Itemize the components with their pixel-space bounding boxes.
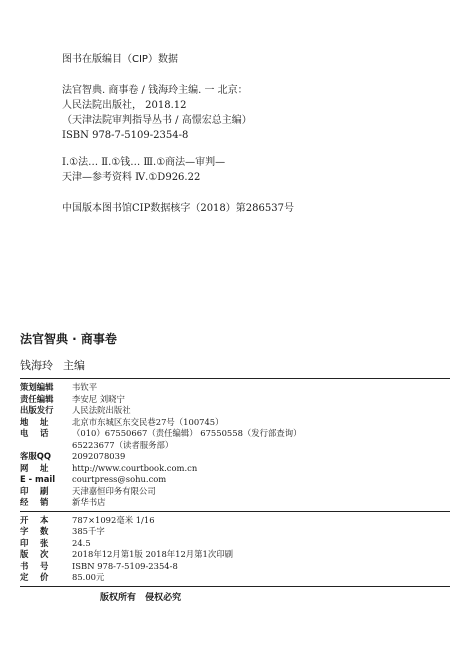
detail-label: 电 话 [20, 428, 49, 438]
detail-label: 经 销 [20, 497, 49, 507]
detail-row [20, 497, 450, 509]
detail-label: 网 址 [20, 462, 49, 473]
copyright-notice: 版权所有 侵权必究 [100, 593, 182, 603]
editor-role: 主编 [63, 359, 85, 372]
detail-label: 出版发行 [20, 405, 54, 415]
detail-row [20, 526, 450, 538]
editor-name: 钱海玲 [20, 359, 53, 372]
cip-block [62, 50, 442, 214]
detail-row [20, 382, 450, 394]
divider [20, 586, 450, 587]
detail-label: 版 次 [20, 549, 49, 559]
detail-value: 385千字 [72, 526, 105, 536]
editor-line [20, 357, 450, 379]
detail-label: 定 价 [20, 572, 49, 582]
detail-value: 新华书店 [72, 497, 106, 507]
divider [20, 511, 450, 512]
cip-line: 人民法院出版社， 2018.12 [62, 100, 187, 111]
cip-title: 图书在版编目（CIP）数据 [62, 54, 178, 65]
detail-label: 策划编辑 [20, 382, 54, 392]
detail-row [20, 538, 450, 550]
detail-label [20, 440, 72, 452]
detail-row [20, 405, 450, 417]
cip-classification: Ⅰ.①法… Ⅱ.①钱… Ⅲ.①商法—审判— [62, 157, 226, 168]
detail-label: E - mail [20, 474, 56, 484]
detail-label: 责任编辑 [20, 393, 54, 404]
cip-line: 法官智典. 商事卷 / 钱海玲主编. 一 北京： [62, 85, 248, 96]
detail-row [20, 417, 450, 429]
publication-details [20, 382, 450, 587]
detail-label: 字 数 [20, 526, 49, 536]
detail-label: 书 号 [20, 560, 49, 571]
detail-row [20, 463, 450, 475]
detail-value: 人民法院出版社 [72, 405, 131, 415]
book-info [20, 330, 450, 590]
detail-value: 85.00元 [72, 572, 105, 582]
detail-value: 2092078039 [72, 451, 126, 461]
detail-row [20, 474, 450, 486]
detail-row [20, 561, 450, 573]
detail-row [20, 549, 450, 561]
detail-value: courtpress@sohu.com [72, 474, 167, 484]
detail-value: （010）67550667（责任编辑） 67550558（发行部查询） [72, 428, 302, 438]
cip-line: ISBN 978-7-5109-2354-8 [62, 130, 189, 141]
cip-number: 中国版本图书馆CIP数据核字（2018）第286537号 [62, 203, 294, 214]
detail-value: 24.5 [72, 537, 91, 548]
detail-value: 北京市东城区东交民巷27号（100745） [72, 416, 224, 427]
cip-classification: 天津—参考资料 Ⅳ.①D926.22 [62, 172, 201, 183]
detail-row [20, 486, 450, 498]
cip-line: （天津法院审判指导丛书 / 高憬宏总主编） [62, 115, 252, 126]
book-title: 法官智典 · 商事卷 [20, 332, 117, 346]
detail-row [20, 451, 450, 463]
detail-row [20, 440, 450, 452]
detail-value: 韦钦平 [72, 382, 98, 392]
detail-value: ISBN 978-7-5109-2354-8 [72, 560, 178, 571]
detail-value: 天津嘉恒印务有限公司 [72, 485, 156, 496]
detail-label: 印 刷 [20, 485, 49, 496]
detail-label: 地 址 [20, 416, 49, 427]
detail-label: 开 本 [20, 514, 49, 525]
detail-row [20, 572, 450, 584]
detail-value: 787×1092毫米 1/16 [72, 514, 155, 525]
detail-label: 客服QQ [20, 451, 51, 461]
detail-value: 李安尼 刘晓宁 [72, 393, 125, 404]
detail-value: http://www.courtbook.com.cn [72, 462, 198, 473]
detail-row [20, 428, 450, 440]
detail-row [20, 394, 450, 406]
detail-value: 65223677（读者服务部） [72, 439, 174, 450]
detail-value: 2018年12月第1版 2018年12月第1次印刷 [72, 549, 234, 559]
detail-row [20, 515, 450, 527]
detail-label: 印 张 [20, 537, 49, 548]
